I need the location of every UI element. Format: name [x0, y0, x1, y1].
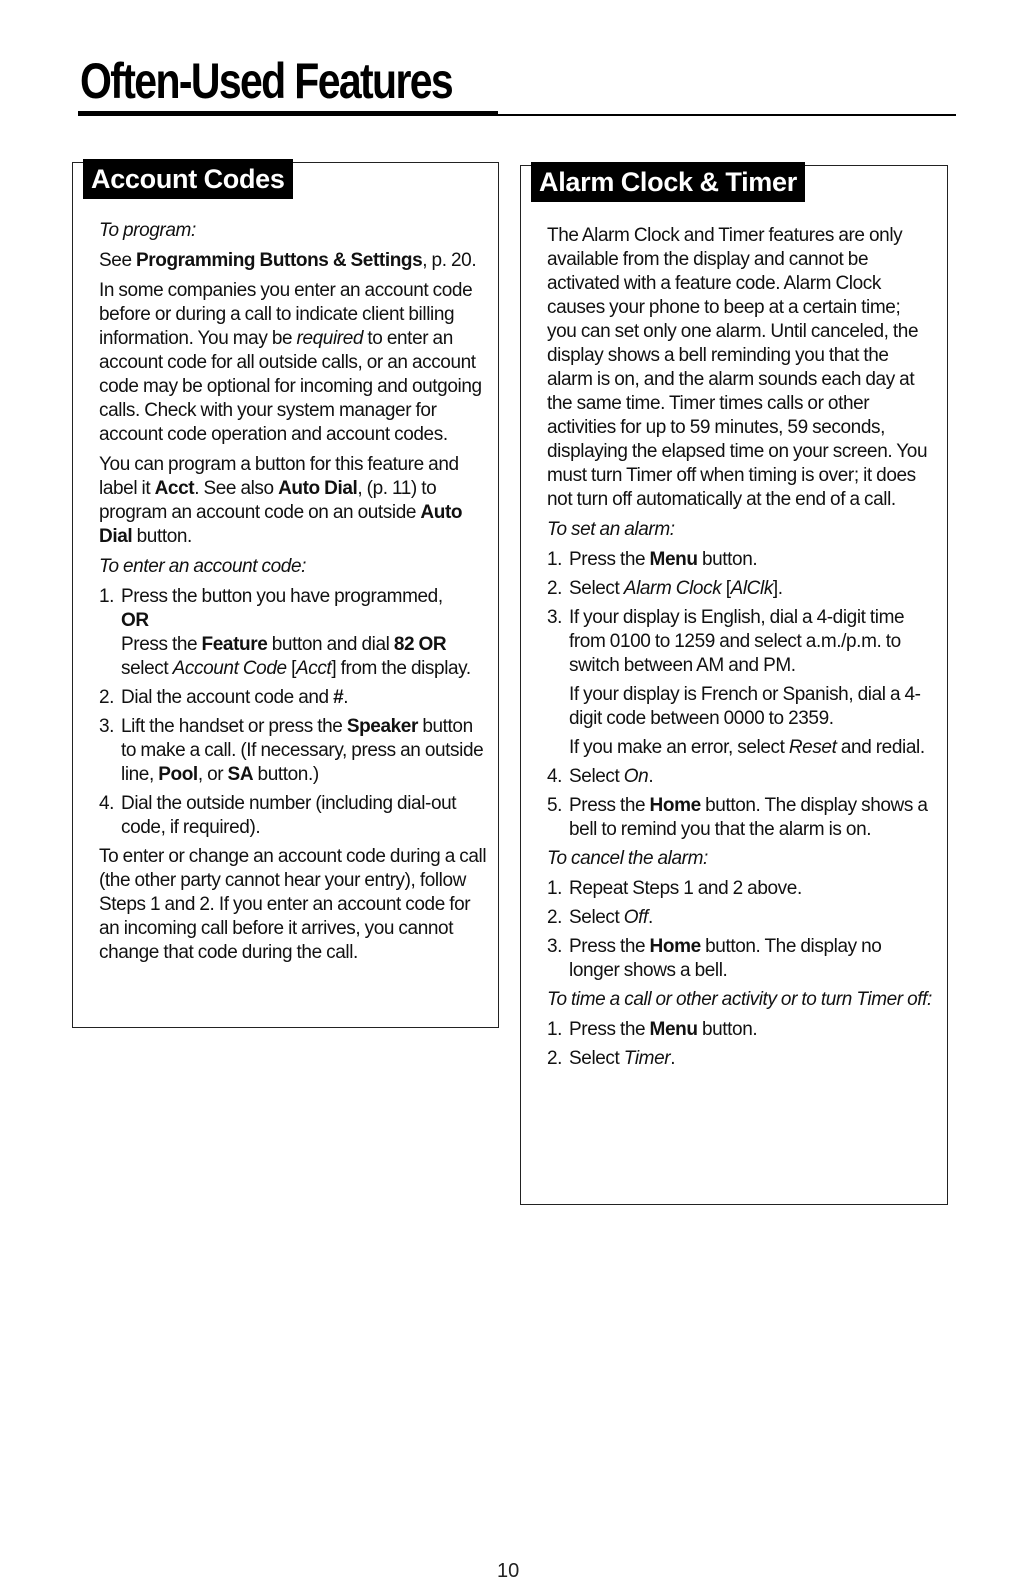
timer-heading: To time a call or other activity or to turn Timer off:: [547, 989, 932, 1010]
set-alarm-step: 1. Press the Menu button.: [547, 549, 758, 570]
set-alarm-step: 4. Select On.: [547, 766, 654, 787]
account-step: 3. Lift the handset or press the Speaker button to make a call. (If necessary, press an outside line, Pool, or SA button.): [99, 716, 484, 785]
account-codes-body: [99, 219, 488, 971]
alarm-intro: The Alarm Clock and Timer features are only available from the display and cannot be activated with a feature code. Alarm Clock causes your phone to beep at a certain time; you can set only one alarm. Until canceled, the display shows a bell reminding you that the alarm is on, and the alarm sounds each day at the same time. Timer times calls or other activities for up to 59 minutes, 59 seconds, displaying the elapsed time on your screen. You must turn Timer off when timing is over; it does not turn off automatically at the end of a call.: [547, 225, 928, 510]
account-description: In some companies you enter an account code before or during a call to indicate client billing information. You may be required to enter an account code for all outside calls, or an account code may be optional for incoming and outgoing calls. Check with your system manager for account code operation and account codes.: [99, 280, 482, 445]
set-alarm-step: 5. Press the Home button. The display shows a bell to remind you that the alarm is on.: [547, 795, 928, 840]
account-step: 4. Dial the outside number (including dial-out code, if required).: [99, 793, 457, 838]
alarm-clock-header: Alarm Clock & Timer: [531, 162, 805, 202]
account-codes-header: Account Codes: [83, 159, 293, 199]
account-button-info: You can program a button for this feature and label it Acct. See also Auto Dial, (p. 11) to program an account code on an outside Auto Dial button.: [99, 454, 463, 547]
see-reference: See Programming Buttons & Settings, p. 20.: [99, 250, 477, 271]
to-program-heading: To program:: [99, 220, 196, 241]
timer-step: 2. Select Timer.: [547, 1048, 676, 1069]
cancel-alarm-step: 1. Repeat Steps 1 and 2 above.: [547, 878, 802, 899]
account-step: 1. Press the button you have programmed, OR Press the Feature button and dial 82 OR select Account Code [Acct] from the display.: [99, 586, 471, 679]
account-step: 2. Dial the account code and #.: [99, 687, 349, 708]
timer-step: 1. Press the Menu button.: [547, 1019, 758, 1040]
set-alarm-step: 3. If your display is English, dial a 4-digit time from 0100 to 1259 and select a.m./p.m. to switch between AM and PM. If your display is French or Spanish, dial a 4-digit code between 0000 to 2359. If you make an error, select Reset and redial.: [547, 607, 925, 758]
set-alarm-step: 2. Select Alarm Clock [AlClk].: [547, 578, 783, 599]
alarm-clock-body: [547, 224, 933, 1076]
title-rule-thin: [78, 114, 956, 116]
page-title: Often-Used Features: [80, 53, 453, 109]
account-codes-panel: [72, 162, 499, 1028]
page-number: 10: [497, 1560, 520, 1582]
cancel-alarm-step: 2. Select Off.: [547, 907, 653, 928]
cancel-alarm-heading: To cancel the alarm:: [547, 848, 708, 869]
to-enter-heading: To enter an account code:: [99, 556, 307, 577]
cancel-alarm-step: 3. Press the Home button. The display no longer shows a bell.: [547, 936, 882, 981]
set-alarm-heading: To set an alarm:: [547, 519, 675, 540]
alarm-clock-panel: [520, 165, 948, 1205]
account-closing: To enter or change an account code during a call (the other party cannot hear your entry), follow Steps 1 and 2. If you enter an account code for an incoming call before it arrives, you cannot change that code during the call.: [99, 846, 487, 963]
